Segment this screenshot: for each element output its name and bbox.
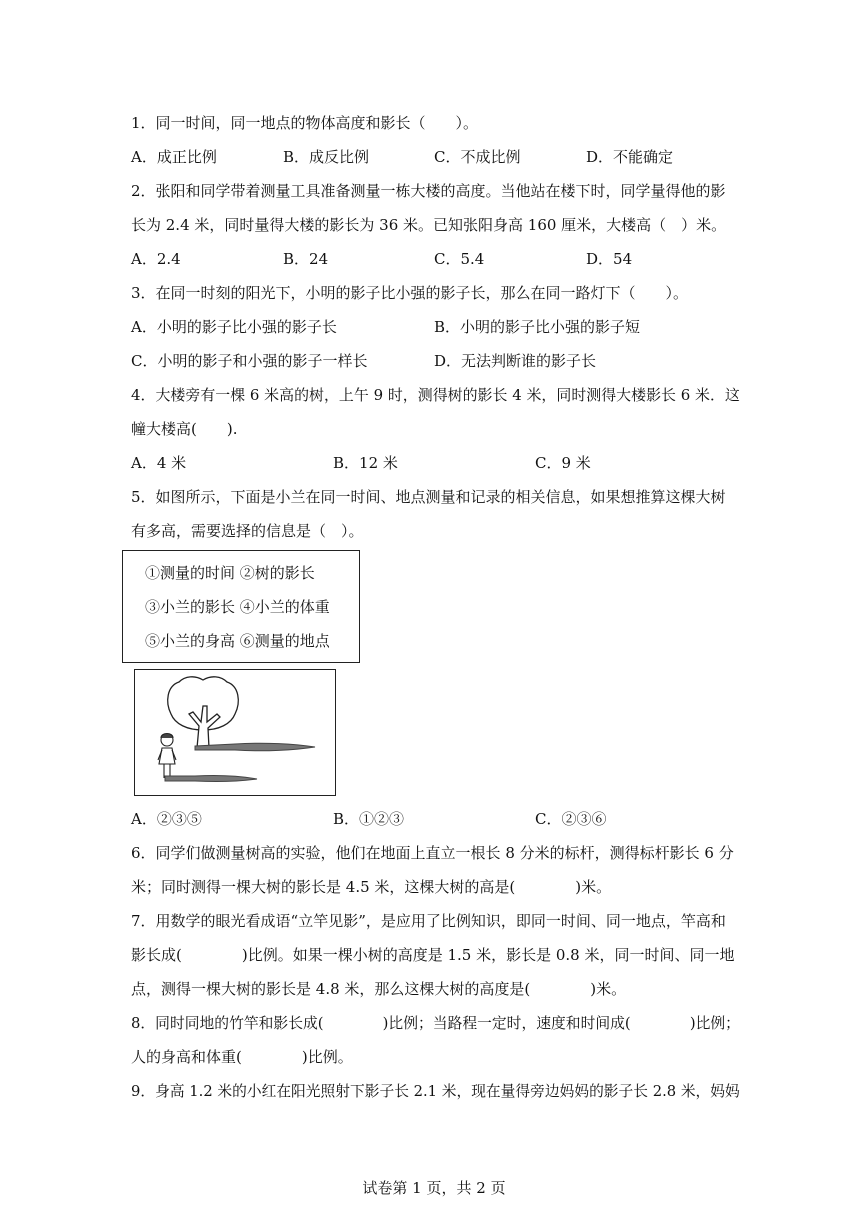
q1-option-d: D．不能确定 xyxy=(586,148,674,166)
q4-option-b: B．12 米 xyxy=(333,454,398,472)
q2-option-a: A．2.4 xyxy=(131,250,181,268)
q5-info-row-2: ③小兰的影长 ④小兰的体重 xyxy=(145,598,330,616)
q4-option-c: C．9 米 xyxy=(535,454,591,472)
q7-stem-line3: 点，测得一棵大树的影长是 4.8 米，那么这棵大树的高度是( )米。 xyxy=(131,980,627,998)
q8-stem-line1: 8．同时同地的竹竿和影长成( )比例；当路程一定时，速度和时间成( )比例； xyxy=(131,1014,740,1032)
q4-stem-line1: 4．大楼旁有一棵 6 米高的树，上午 9 时，测得树的影长 4 米，同时测得大楼影长 6 米．这 xyxy=(131,386,740,404)
q7-stem-line1: 7．用数学的眼光看成语“立竿见影”，是应用了比例知识，即同一时间、同一地点，竿高和 xyxy=(131,912,726,930)
q1-option-a: A．成正比例 xyxy=(131,148,217,166)
q4-option-a: A．4 米 xyxy=(131,454,187,472)
girl-shadow xyxy=(165,775,257,781)
q5-stem-line1: 5．如图所示，下面是小兰在同一时间、地点测量和记录的相关信息，如果想推算这棵大树 xyxy=(131,488,726,506)
q5-info-row-3: ⑤小兰的身高 ⑥测量的地点 xyxy=(145,632,330,650)
q3-option-a: A．小明的影子比小强的影子长 xyxy=(131,318,337,336)
q5-info-box xyxy=(122,550,360,663)
q2-stem-line2: 长为 2.4 米，同时量得大楼的影长为 36 米。已知张阳身高 160 厘米，大楼高（ ）米。 xyxy=(131,216,727,234)
q2-option-c: C．5.4 xyxy=(434,250,485,268)
q3-option-c: C．小明的影子和小强的影子一样长 xyxy=(131,352,368,370)
q7-stem-line2: 影长成( )比例。如果一棵小树的高度是 1.5 米，影长是 0.8 米，同一时间、同一地 xyxy=(131,946,735,964)
q1-option-b: B．成反比例 xyxy=(283,148,370,166)
q1-option-c: C．不成比例 xyxy=(434,148,521,166)
q4-stem-line2: 幢大楼高( ). xyxy=(131,420,238,438)
q5-stem-line2: 有多高，需要选择的信息是（ ）。 xyxy=(131,522,364,540)
q3-stem: 3．在同一时刻的阳光下，小明的影子比小强的影子长，那么在同一路灯下（ ）。 xyxy=(131,284,689,302)
tree-shadow xyxy=(195,743,315,751)
q5-tree-and-girl-illustration xyxy=(134,669,336,796)
page-footer: 试卷第 1 页，共 2 页 xyxy=(362,1179,506,1197)
q8-stem-line2: 人的身高和体重( )比例。 xyxy=(131,1048,353,1066)
q5-info-row-1: ①测量的时间 ②树的影长 xyxy=(145,564,315,582)
q9-stem-line1: 9．身高 1.2 米的小红在阳光照射下影子长 2.1 米，现在量得旁边妈妈的影子长 2.8 米，妈妈 xyxy=(131,1082,740,1100)
q6-stem-line1: 6．同学们做测量树高的实验，他们在地面上直立一根长 8 分米的标杆，测得标杆影长 6 分 xyxy=(131,844,734,862)
girl-figure xyxy=(158,734,176,779)
q2-option-d: D．54 xyxy=(586,250,633,268)
q2-stem-line1: 2．张阳和同学带着测量工具准备测量一栋大楼的高度。当他站在楼下时，同学量得他的影 xyxy=(131,182,726,200)
q1-stem: 1．同一时间，同一地点的物体高度和影长（ ）。 xyxy=(131,114,479,132)
q5-option-b: B．①②③ xyxy=(333,810,405,828)
q5-option-c: C．②③⑥ xyxy=(535,810,607,828)
q6-stem-line2: 米；同时测得一棵大树的影长是 4.5 米，这棵大树的高是( )米。 xyxy=(131,878,612,896)
q3-option-b: B．小明的影子比小强的影子短 xyxy=(434,318,641,336)
q2-option-b: B．24 xyxy=(283,250,329,268)
q3-option-d: D．无法判断谁的影子长 xyxy=(434,352,597,370)
q5-option-a: A．②③⑤ xyxy=(131,810,202,828)
